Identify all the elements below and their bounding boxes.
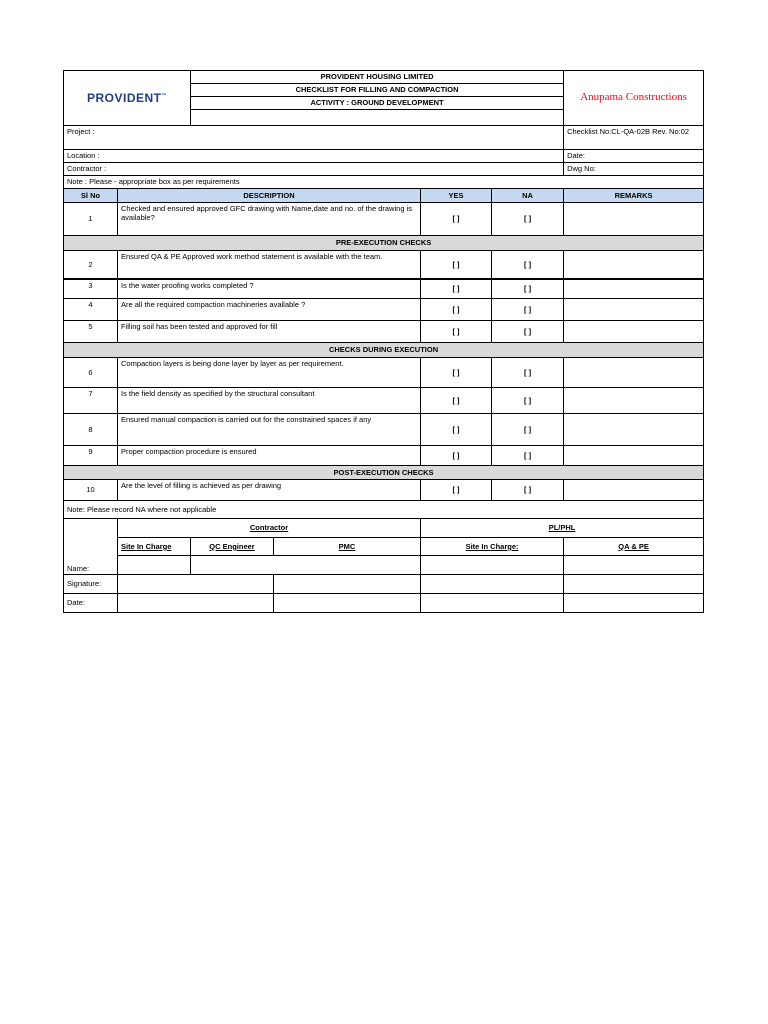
- checklist-form: [63, 70, 703, 613]
- date-pl-site-in-charge[interactable]: [421, 594, 564, 613]
- yes-checkbox[interactable]: [ ]: [421, 446, 492, 466]
- col-sl-no: Sl No: [64, 189, 118, 203]
- row-description: Proper compaction procedure is ensured: [118, 446, 421, 466]
- header-blank: [191, 110, 564, 126]
- date-qa-pe[interactable]: [564, 594, 704, 613]
- pmc-heading: PMC: [274, 538, 421, 556]
- row-number: 5: [64, 321, 118, 343]
- row-number: 9: [64, 446, 118, 466]
- company-name: PROVIDENT HOUSING LIMITED: [191, 71, 564, 84]
- row-number: 2: [64, 251, 118, 279]
- col-description: DESCRIPTION: [118, 189, 421, 203]
- na-checkbox[interactable]: [ ]: [492, 446, 564, 466]
- table-row: [64, 414, 704, 446]
- table-row: [64, 279, 704, 299]
- provident-logo: PROVIDENT™: [64, 71, 191, 126]
- col-na: NA: [492, 189, 564, 203]
- yes-checkbox[interactable]: [ ]: [421, 299, 492, 321]
- contractor-company-name: Anupama Constructions: [564, 71, 704, 126]
- row-number: 6: [64, 358, 118, 388]
- col-yes: YES: [421, 189, 492, 203]
- signature-label: Signature:: [64, 575, 118, 594]
- row-description: Checked and ensured approved GFC drawing with Name,date and no. of the drawing is available?: [118, 203, 421, 236]
- signature-pmc[interactable]: [274, 575, 421, 594]
- section-during-execution: CHECKS DURING EXECUTION: [64, 343, 704, 358]
- section-pre-execution: PRE-EXECUTION CHECKS: [64, 236, 704, 251]
- contractor-field[interactable]: Contractor :: [64, 163, 564, 176]
- na-checkbox[interactable]: [ ]: [492, 480, 564, 501]
- row-number: 3: [64, 279, 118, 299]
- remarks-cell[interactable]: [564, 414, 704, 446]
- na-checkbox[interactable]: [ ]: [492, 279, 564, 299]
- activity-title: ACTIVITY : GROUND DEVELOPMENT: [191, 97, 564, 110]
- contractor-heading: Contractor: [118, 519, 421, 538]
- yes-checkbox[interactable]: [ ]: [421, 388, 492, 414]
- remarks-cell[interactable]: [564, 358, 704, 388]
- row-description: Ensured QA & PE Approved work method statement is available with the team.: [118, 251, 421, 279]
- pl-phl-heading: PL/PHL: [421, 519, 704, 538]
- yes-checkbox[interactable]: [ ]: [421, 251, 492, 279]
- row-number: 10: [64, 480, 118, 501]
- na-checkbox[interactable]: [ ]: [492, 203, 564, 236]
- table-row: [64, 321, 704, 343]
- table-row: [64, 388, 704, 414]
- yes-checkbox[interactable]: [ ]: [421, 358, 492, 388]
- name-pl-site-in-charge[interactable]: [421, 556, 564, 575]
- table-row: [64, 480, 704, 501]
- remarks-cell[interactable]: [564, 480, 704, 501]
- signature-qa-pe[interactable]: [564, 575, 704, 594]
- signature-pl-site-in-charge[interactable]: [421, 575, 564, 594]
- signature-contractor[interactable]: [118, 575, 274, 594]
- table-row: [64, 299, 704, 321]
- row-number: 4: [64, 299, 118, 321]
- na-checkbox[interactable]: [ ]: [492, 251, 564, 279]
- remarks-cell[interactable]: [564, 203, 704, 236]
- row-description: Are the level of filling is achieved as per drawing: [118, 480, 421, 501]
- date-pmc[interactable]: [274, 594, 421, 613]
- remarks-cell[interactable]: [564, 251, 704, 279]
- row-description: Are all the required compaction machineries available ?: [118, 299, 421, 321]
- table-row: [64, 446, 704, 466]
- instruction-note: Note : Please - appropriate box as per requirements: [64, 176, 704, 189]
- yes-checkbox[interactable]: [ ]: [421, 279, 492, 299]
- checklist-table: [63, 70, 704, 613]
- row-description: Is the water proofing works completed ?: [118, 279, 421, 299]
- row-number: 8: [64, 414, 118, 446]
- location-field[interactable]: Location :: [64, 150, 564, 163]
- checklist-number: Checklist No:CL-QA-02B Rev. No:02: [564, 126, 704, 150]
- qc-engineer-heading: QC Engineer: [191, 538, 274, 556]
- remarks-cell[interactable]: [564, 321, 704, 343]
- col-remarks: REMARKS: [564, 189, 704, 203]
- qa-pe-heading: QA & PE: [564, 538, 704, 556]
- row-number: 1: [64, 203, 118, 236]
- na-checkbox[interactable]: [ ]: [492, 414, 564, 446]
- project-field[interactable]: Project :: [64, 126, 564, 150]
- name-qa-pe[interactable]: [564, 556, 704, 575]
- na-checkbox[interactable]: [ ]: [492, 299, 564, 321]
- row-description: Ensured manual compaction is carried out for the constrained spaces if any: [118, 414, 421, 446]
- na-checkbox[interactable]: [ ]: [492, 388, 564, 414]
- row-description: Filling soil has been tested and approved for fill: [118, 321, 421, 343]
- row-description: Is the field density as specified by the structural consultant: [118, 388, 421, 414]
- yes-checkbox[interactable]: [ ]: [421, 203, 492, 236]
- yes-checkbox[interactable]: [ ]: [421, 480, 492, 501]
- date-contractor[interactable]: [118, 594, 274, 613]
- name-qc-pmc[interactable]: [191, 556, 421, 575]
- date-label: Date:: [64, 594, 118, 613]
- na-checkbox[interactable]: [ ]: [492, 358, 564, 388]
- table-row: [64, 251, 704, 279]
- checklist-title: CHECKLIST FOR FILLING AND COMPACTION: [191, 84, 564, 97]
- site-in-charge-heading: Site In Charge: [118, 538, 191, 556]
- remarks-cell[interactable]: [564, 388, 704, 414]
- table-row: [64, 358, 704, 388]
- name-label: Name:: [64, 519, 118, 575]
- section-post-execution: POST-EXECUTION CHECKS: [64, 466, 704, 480]
- name-site-in-charge[interactable]: [118, 556, 191, 575]
- footer-note: Note: Please record NA where not applicable: [64, 501, 704, 519]
- pl-site-in-charge-heading: Site In Charge:: [421, 538, 564, 556]
- yes-checkbox[interactable]: [ ]: [421, 321, 492, 343]
- row-number: 7: [64, 388, 118, 414]
- remarks-cell[interactable]: [564, 299, 704, 321]
- yes-checkbox[interactable]: [ ]: [421, 414, 492, 446]
- date-field[interactable]: Date:: [564, 150, 704, 163]
- remarks-cell[interactable]: [564, 279, 704, 299]
- dwg-field[interactable]: Dwg No:: [564, 163, 704, 176]
- remarks-cell[interactable]: [564, 446, 704, 466]
- table-row: [64, 203, 704, 236]
- row-description: Compaction layers is being done layer by layer as per requirement.: [118, 358, 421, 388]
- na-checkbox[interactable]: [ ]: [492, 321, 564, 343]
